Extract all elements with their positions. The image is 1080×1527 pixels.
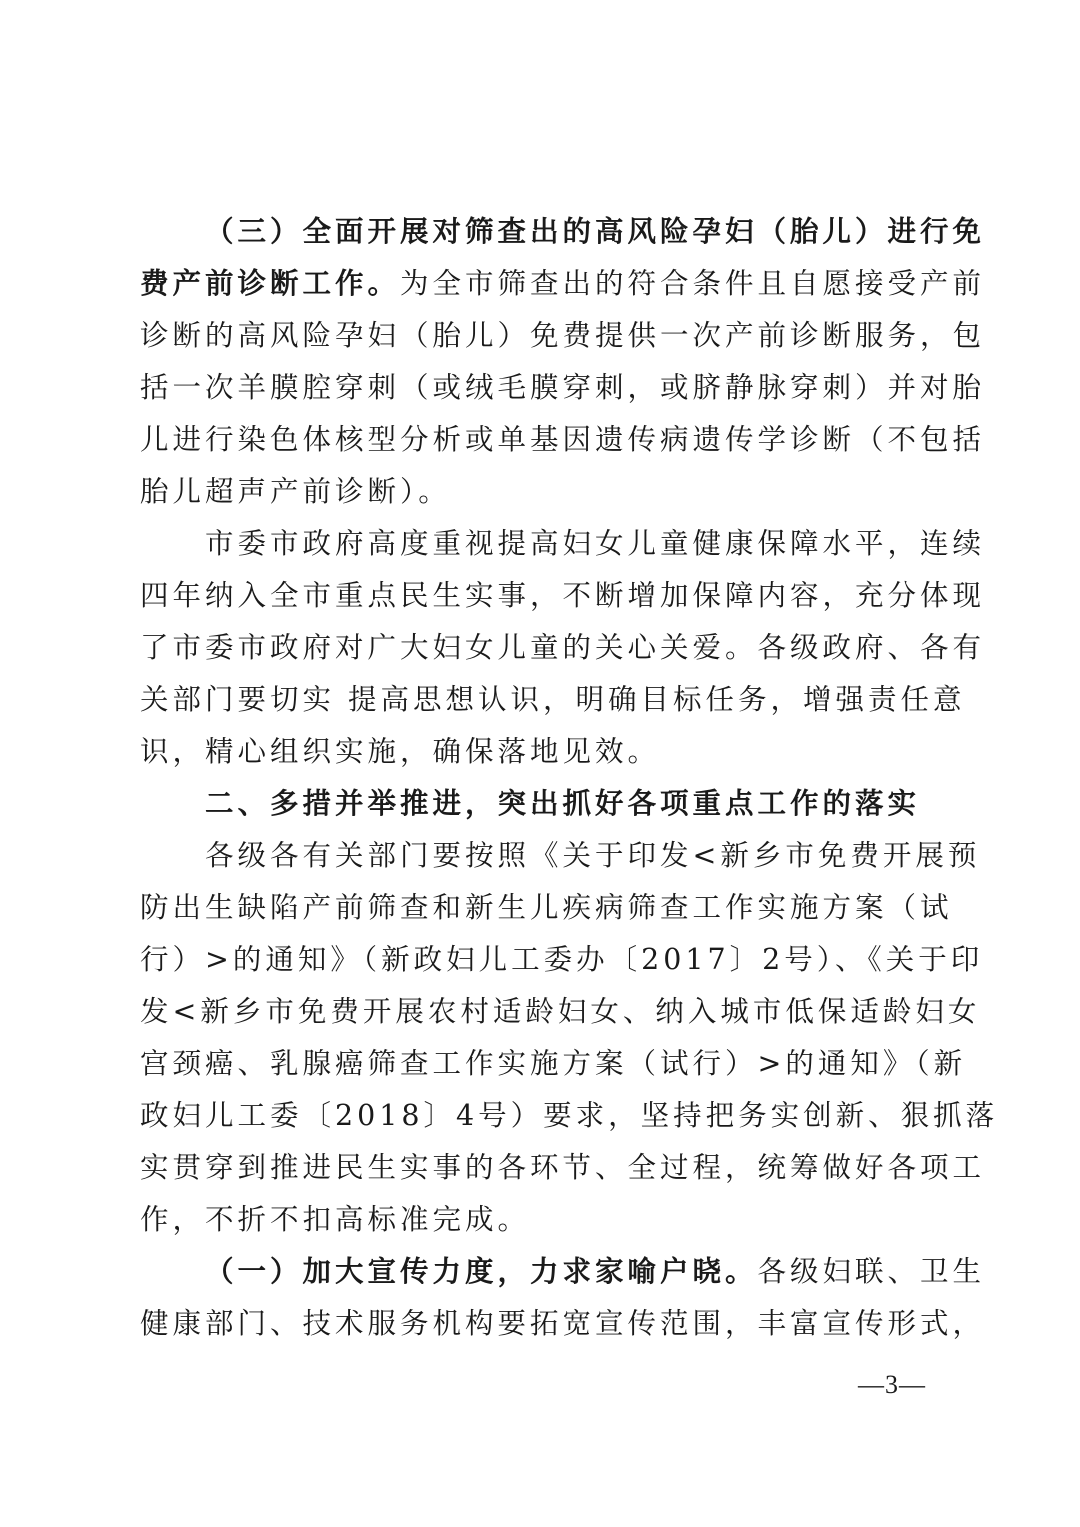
text-line xyxy=(140,622,986,674)
bold-text: （三）全面开展对筛查出的高风险孕妇（胎儿）进行免 xyxy=(205,215,986,248)
body-text: 儿进行染色体核型分析或单基因遗传病遗传学诊断（不包括 xyxy=(140,423,986,456)
body-text: 市委市政府高度重视提高妇女儿童健康保障水平，连续 xyxy=(205,527,986,560)
text-line xyxy=(140,414,986,466)
text-line xyxy=(140,518,986,570)
paragraph-p4 xyxy=(140,830,999,1246)
text-line xyxy=(140,206,986,258)
text-line xyxy=(140,1246,986,1298)
text-line xyxy=(140,1142,986,1194)
text-line xyxy=(140,830,981,882)
text-line xyxy=(140,1090,999,1142)
text-line xyxy=(140,1038,967,1090)
text-line xyxy=(140,1298,986,1350)
body-text: 行）>的通知》（新政妇儿工委办〔2017〕2号）、《关于印 xyxy=(140,943,984,976)
body-text: 胎儿超声产前诊断）。 xyxy=(140,475,451,508)
body-text: 宫颈癌、乳腺癌筛查工作实施方案（试行）>的通知》（新 xyxy=(140,1047,967,1080)
body-text: 括一次羊膜腔穿刺（或绒毛膜穿刺，或脐静脉穿刺）并对胎 xyxy=(140,371,986,404)
text-line xyxy=(140,726,940,778)
text-line xyxy=(140,986,981,1038)
text-line xyxy=(140,1194,940,1246)
bold-text: （一）加大宣传力度，力求家喻户晓。 xyxy=(205,1255,758,1288)
bold-text: 费产前诊断工作。 xyxy=(140,267,401,300)
document-body xyxy=(140,206,999,1350)
body-text: 关部门要切实 提高思想认识，明确目标任务，增强责任意 xyxy=(140,683,966,716)
text-line xyxy=(140,362,986,414)
paragraph-p5 xyxy=(140,1246,986,1350)
body-text: 防出生缺陷产前筛查和新生儿疾病筛查工作实施方案（试 xyxy=(140,891,953,924)
text-line xyxy=(140,570,986,622)
paragraph-p2 xyxy=(140,518,986,778)
body-text: 作，不折不扣高标准完成。 xyxy=(140,1203,531,1236)
body-text: 政妇儿工委〔2018〕4号）要求，坚持把务实创新、狠抓落 xyxy=(140,1099,999,1132)
body-text: 实贯穿到推进民生实事的各环节、全过程，统筹做好各项工 xyxy=(140,1151,986,1184)
text-line xyxy=(140,674,966,726)
text-line xyxy=(140,258,986,310)
body-text: 发<新乡市免费开展农村适龄妇女、纳入城市低保适龄妇女 xyxy=(140,995,981,1028)
text-line xyxy=(140,778,940,830)
paragraph-p3 xyxy=(140,778,940,830)
text-line xyxy=(140,882,953,934)
body-text: 诊断的高风险孕妇（胎儿）免费提供一次产前诊断服务，包 xyxy=(140,319,986,352)
body-text: 各级各有关部门要按照《关于印发<新乡市免费开展预 xyxy=(205,839,981,872)
body-text: 了市委市政府对广大妇女儿童的关心关爱。各级政府、各有 xyxy=(140,631,986,664)
paragraph-p1 xyxy=(140,206,986,518)
body-text: 识，精心组织实施，确保落地见效。 xyxy=(140,735,661,768)
text-line xyxy=(140,310,986,362)
body-text: 各级妇联、卫生 xyxy=(757,1255,986,1288)
body-text: 四年纳入全市重点民生实事，不断增加保障内容，充分体现 xyxy=(140,579,986,612)
text-line xyxy=(140,466,940,518)
text-line xyxy=(140,934,984,986)
body-text: 健康部门、技术服务机构要拓宽宣传范围，丰富宣传形式， xyxy=(140,1307,986,1340)
bold-text: 二、多措并举推进，突出抓好各项重点工作的落实 xyxy=(205,787,921,820)
page-number: —3— xyxy=(858,1370,926,1399)
body-text: 为全市筛查出的符合条件且自愿接受产前 xyxy=(400,267,986,300)
